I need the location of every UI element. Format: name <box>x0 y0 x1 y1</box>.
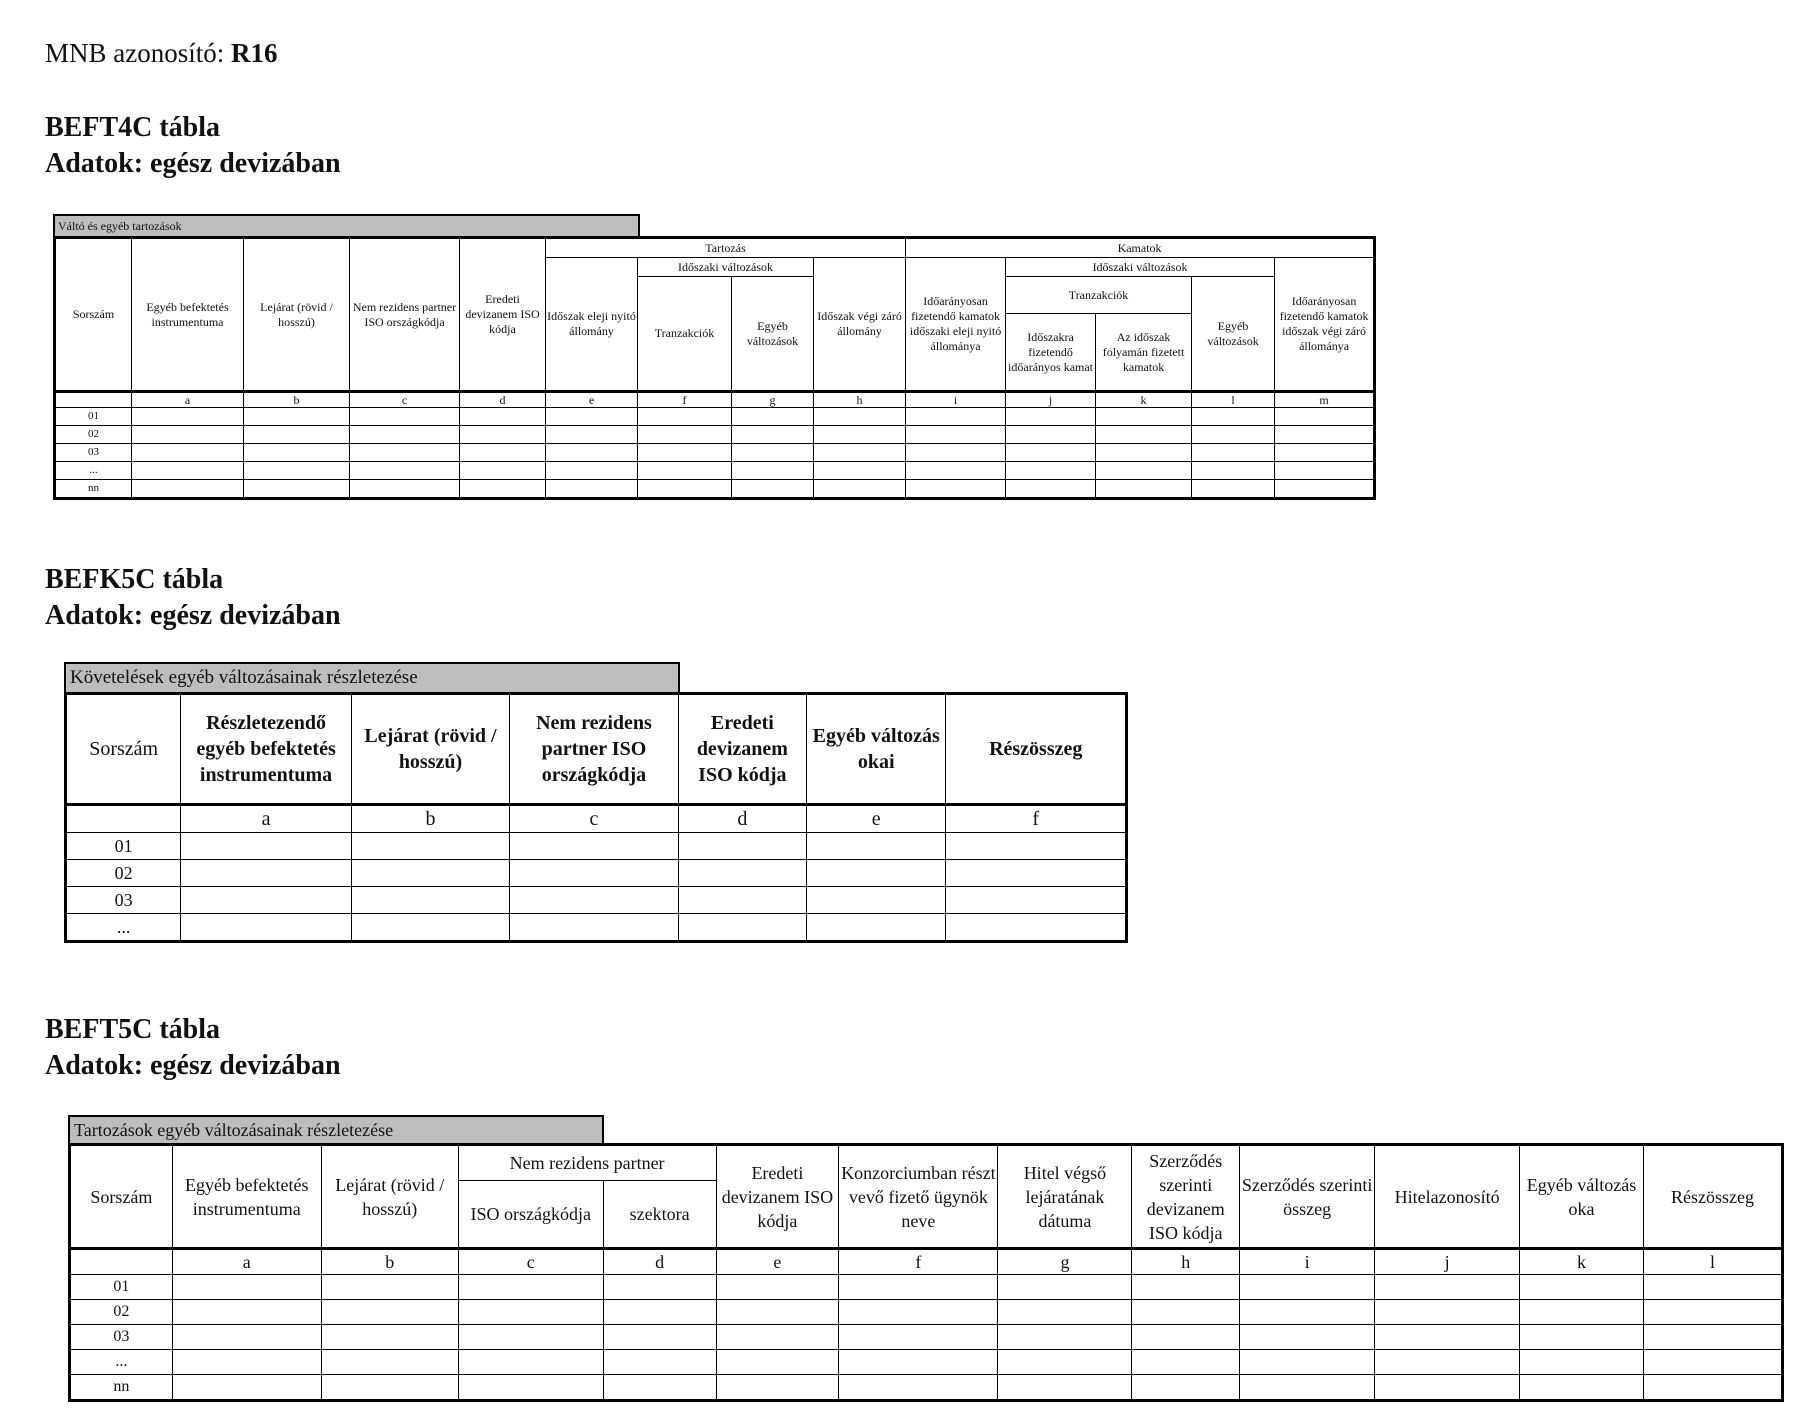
data-cell[interactable] <box>1192 408 1275 426</box>
t1-header-l: Egyéb változások <box>1192 277 1275 392</box>
data-cell[interactable] <box>321 1325 458 1350</box>
row-number: 03 <box>70 1325 173 1350</box>
t3-body <box>70 1275 1783 1401</box>
data-cell[interactable] <box>1006 408 1096 426</box>
data-cell[interactable] <box>946 887 1127 914</box>
t1-header-c: Nem rezidens partner ISO országkódja <box>350 238 460 392</box>
t1-letter-c: c <box>350 392 460 408</box>
data-cell[interactable] <box>172 1375 321 1401</box>
data-cell[interactable] <box>638 408 732 426</box>
data-cell[interactable] <box>638 426 732 444</box>
table-row <box>55 480 1375 499</box>
data-cell[interactable] <box>351 914 509 942</box>
table1-subtitle: Adatok: egész devizában <box>45 148 341 179</box>
t3-header-h: Szerződés szerinti devizanem ISO kódja <box>1132 1145 1240 1249</box>
t1-body <box>55 408 1375 499</box>
data-cell[interactable] <box>458 1350 603 1375</box>
t2-header-f: Részösszeg <box>946 694 1127 805</box>
data-cell[interactable] <box>716 1325 839 1350</box>
t1-letter-l: l <box>1192 392 1275 408</box>
data-cell[interactable] <box>510 860 678 887</box>
data-cell[interactable] <box>1096 408 1192 426</box>
data-cell[interactable] <box>814 426 906 444</box>
t3-letter-k: k <box>1520 1249 1644 1275</box>
table-row <box>70 1275 1783 1300</box>
data-cell[interactable] <box>132 444 244 462</box>
t3-header-k: Egyéb változás oka <box>1520 1145 1644 1249</box>
data-cell[interactable] <box>946 860 1127 887</box>
row-number: 01 <box>70 1275 173 1300</box>
table-row <box>55 462 1375 480</box>
t2-letter-b: b <box>351 805 509 833</box>
data-cell[interactable] <box>1192 426 1275 444</box>
table1-section <box>53 214 1376 500</box>
data-cell[interactable] <box>906 462 1006 480</box>
t1-header-m: Időarányosan fizetendő kamatok időszak végi záró állománya <box>1275 258 1375 392</box>
data-cell[interactable] <box>1240 1350 1375 1375</box>
table-row <box>55 408 1375 426</box>
data-cell[interactable] <box>321 1300 458 1325</box>
t1-header-b: Lejárat (rövid / hosszú) <box>244 238 350 392</box>
data-cell[interactable] <box>1375 1300 1520 1325</box>
data-cell[interactable] <box>839 1275 998 1300</box>
data-cell[interactable] <box>603 1350 716 1375</box>
row-number: nn <box>70 1375 173 1401</box>
table2-title: BEFK5C tábla <box>45 564 224 595</box>
data-cell[interactable] <box>1520 1300 1644 1325</box>
data-cell[interactable] <box>244 480 350 499</box>
data-cell[interactable] <box>1520 1375 1644 1401</box>
data-cell[interactable] <box>181 914 351 942</box>
t3-header-l: Részösszeg <box>1643 1145 1782 1249</box>
data-cell[interactable] <box>321 1375 458 1401</box>
data-cell[interactable] <box>1096 444 1192 462</box>
table-row <box>66 860 1127 887</box>
data-cell[interactable] <box>181 887 351 914</box>
data-cell[interactable] <box>244 444 350 462</box>
data-cell[interactable] <box>172 1300 321 1325</box>
data-cell[interactable] <box>1275 480 1375 499</box>
data-cell[interactable] <box>1643 1275 1782 1300</box>
t1-letter-k: k <box>1096 392 1192 408</box>
t2-letter-d: d <box>678 805 806 833</box>
data-cell[interactable] <box>906 408 1006 426</box>
data-cell[interactable] <box>998 1325 1132 1350</box>
data-cell[interactable] <box>807 833 946 860</box>
table-row <box>70 1375 1783 1401</box>
data-cell[interactable] <box>172 1350 321 1375</box>
t3-header-g: Hitel végső lejáratának dátuma <box>998 1145 1132 1249</box>
t1-header-i: Időarányosan fizetendő kamatok időszaki eleji nyitó állománya <box>906 258 1006 392</box>
data-cell[interactable] <box>351 833 509 860</box>
table3-title: BEFT5C tábla <box>45 1014 221 1045</box>
data-cell[interactable] <box>172 1325 321 1350</box>
t1-header-tartozas: Tartozás <box>546 238 906 258</box>
data-cell[interactable] <box>350 462 460 480</box>
data-cell[interactable] <box>732 444 814 462</box>
data-cell[interactable] <box>732 408 814 426</box>
t1-letter-h: h <box>814 392 906 408</box>
data-cell[interactable] <box>460 462 546 480</box>
data-cell[interactable] <box>716 1275 839 1300</box>
data-cell[interactable] <box>460 444 546 462</box>
data-cell[interactable] <box>678 860 806 887</box>
t2-letter-f: f <box>946 805 1127 833</box>
table2-caption: Követelések egyéb változásainak részletezése <box>64 662 680 692</box>
row-number: 02 <box>55 426 132 444</box>
data-cell[interactable] <box>678 914 806 942</box>
t1-letter-f: f <box>638 392 732 408</box>
mnb-code: R16 <box>231 38 278 68</box>
t1-letter-i: i <box>906 392 1006 408</box>
data-cell[interactable] <box>458 1325 603 1350</box>
t1-header-idoszaki-kamatok: Időszaki változások <box>1006 258 1275 277</box>
t1-letter-blank <box>55 392 132 408</box>
t1-letter-a: a <box>132 392 244 408</box>
t1-header-tranzakciok: Tranzakciók <box>1006 277 1192 314</box>
data-cell[interactable] <box>732 480 814 499</box>
data-cell[interactable] <box>716 1300 839 1325</box>
data-cell[interactable] <box>546 408 638 426</box>
row-number: ... <box>55 462 132 480</box>
data-cell[interactable] <box>1375 1325 1520 1350</box>
data-cell[interactable] <box>1275 408 1375 426</box>
data-cell[interactable] <box>998 1300 1132 1325</box>
t1-header-sorszam: Sorszám <box>55 238 132 392</box>
t1-letter-e: e <box>546 392 638 408</box>
data-cell[interactable] <box>510 833 678 860</box>
data-cell[interactable] <box>1096 426 1192 444</box>
data-cell[interactable] <box>716 1375 839 1401</box>
data-cell[interactable] <box>906 480 1006 499</box>
data-cell[interactable] <box>1375 1275 1520 1300</box>
t3-header-a: Egyéb befektetés instrumentuma <box>172 1145 321 1249</box>
data-cell[interactable] <box>1275 462 1375 480</box>
table1 <box>53 236 1376 500</box>
t3-header-i: Szerződés szerinti összeg <box>1240 1145 1375 1249</box>
data-cell[interactable] <box>510 887 678 914</box>
t3-header-f: Konzorciumban részt vevő fizető ügynök neve <box>839 1145 998 1249</box>
data-cell[interactable] <box>678 887 806 914</box>
data-cell[interactable] <box>458 1300 603 1325</box>
table1-title: BEFT4C tábla <box>45 112 221 143</box>
data-cell[interactable] <box>814 408 906 426</box>
table3-caption: Tartozások egyéb változásainak részletezése <box>68 1115 604 1143</box>
data-cell[interactable] <box>460 426 546 444</box>
t3-letter-blank <box>70 1249 173 1275</box>
data-cell[interactable] <box>603 1325 716 1350</box>
data-cell[interactable] <box>321 1350 458 1375</box>
t3-letter-a: a <box>172 1249 321 1275</box>
data-cell[interactable] <box>814 444 906 462</box>
t3-header-partner: Nem rezidens partner <box>458 1145 716 1181</box>
data-cell[interactable] <box>1643 1375 1782 1401</box>
data-cell[interactable] <box>1132 1300 1240 1325</box>
data-cell[interactable] <box>1006 480 1096 499</box>
t3-letter-h: h <box>1132 1249 1240 1275</box>
data-cell[interactable] <box>244 462 350 480</box>
row-number: ... <box>66 914 181 942</box>
t3-letter-e: e <box>716 1249 839 1275</box>
data-cell[interactable] <box>807 887 946 914</box>
t1-letter-b: b <box>244 392 350 408</box>
table-row <box>70 1325 1783 1350</box>
row-number: 02 <box>66 860 181 887</box>
data-cell[interactable] <box>350 444 460 462</box>
data-cell[interactable] <box>638 480 732 499</box>
t3-letter-i: i <box>1240 1249 1375 1275</box>
table-row <box>66 887 1127 914</box>
t3-letter-f: f <box>839 1249 998 1275</box>
t3-header-e: Eredeti devizanem ISO kódja <box>716 1145 839 1249</box>
data-cell[interactable] <box>1643 1300 1782 1325</box>
data-cell[interactable] <box>946 833 1127 860</box>
row-number: ... <box>70 1350 173 1375</box>
t1-header-f: Tranzakciók <box>638 277 732 392</box>
t1-header-k: Az időszak folyamán fizetett kamatok <box>1096 314 1192 392</box>
table-row <box>66 914 1127 942</box>
data-cell[interactable] <box>1006 462 1096 480</box>
data-cell[interactable] <box>678 833 806 860</box>
data-cell[interactable] <box>1240 1375 1375 1401</box>
row-number: 01 <box>66 833 181 860</box>
t3-letter-j: j <box>1375 1249 1520 1275</box>
t2-letter-e: e <box>807 805 946 833</box>
t3-letter-d: d <box>603 1249 716 1275</box>
data-cell[interactable] <box>1132 1375 1240 1401</box>
data-cell[interactable] <box>350 480 460 499</box>
data-cell[interactable] <box>1643 1350 1782 1375</box>
t3-header-j: Hitelazonosító <box>1375 1145 1520 1249</box>
data-cell[interactable] <box>132 462 244 480</box>
data-cell[interactable] <box>1192 462 1275 480</box>
data-cell[interactable] <box>1006 426 1096 444</box>
data-cell[interactable] <box>998 1275 1132 1300</box>
table2-subtitle: Adatok: egész devizában <box>45 600 341 631</box>
table3-section <box>68 1115 1784 1402</box>
data-cell[interactable] <box>1275 426 1375 444</box>
data-cell[interactable] <box>839 1350 998 1375</box>
data-cell[interactable] <box>350 426 460 444</box>
data-cell[interactable] <box>1192 444 1275 462</box>
t2-header-c: Nem rezidens partner ISO országkódja <box>510 694 678 805</box>
data-cell[interactable] <box>1096 480 1192 499</box>
t3-header-c: ISO országkódja <box>458 1181 603 1249</box>
data-cell[interactable] <box>998 1375 1132 1401</box>
t1-header-g: Egyéb változások <box>732 277 814 392</box>
t1-letter-d: d <box>460 392 546 408</box>
t1-header-d: Eredeti devizanem ISO kódja <box>460 238 546 392</box>
t3-letter-c: c <box>458 1249 603 1275</box>
data-cell[interactable] <box>946 914 1127 942</box>
data-cell[interactable] <box>321 1275 458 1300</box>
data-cell[interactable] <box>1520 1325 1644 1350</box>
data-cell[interactable] <box>603 1375 716 1401</box>
data-cell[interactable] <box>546 444 638 462</box>
t2-header-e: Egyéb változás okai <box>807 694 946 805</box>
data-cell[interactable] <box>906 444 1006 462</box>
t1-header-kamatok: Kamatok <box>906 238 1375 258</box>
t3-letter-g: g <box>998 1249 1132 1275</box>
data-cell[interactable] <box>458 1375 603 1401</box>
t2-header-sorszam: Sorszám <box>66 694 181 805</box>
data-cell[interactable] <box>458 1275 603 1300</box>
data-cell[interactable] <box>807 914 946 942</box>
table-row <box>66 833 1127 860</box>
data-cell[interactable] <box>839 1325 998 1350</box>
data-cell[interactable] <box>814 462 906 480</box>
t1-header-e: Időszak eleji nyitó állomány <box>546 258 638 392</box>
data-cell[interactable] <box>1240 1300 1375 1325</box>
mnb-identifier <box>45 38 278 69</box>
table-row <box>70 1300 1783 1325</box>
data-cell[interactable] <box>546 426 638 444</box>
t1-letter-g: g <box>732 392 814 408</box>
row-number: 03 <box>66 887 181 914</box>
data-cell[interactable] <box>132 426 244 444</box>
data-cell[interactable] <box>181 860 351 887</box>
table1-caption: Váltó és egyéb tartozások <box>53 214 640 236</box>
row-number: 02 <box>70 1300 173 1325</box>
data-cell[interactable] <box>510 914 678 942</box>
data-cell[interactable] <box>1520 1275 1644 1300</box>
data-cell[interactable] <box>807 860 946 887</box>
t3-header-sorszam: Sorszám <box>70 1145 173 1249</box>
table3 <box>68 1143 1784 1402</box>
data-cell[interactable] <box>839 1300 998 1325</box>
row-number: nn <box>55 480 132 499</box>
t3-header-b: Lejárat (rövid / hosszú) <box>321 1145 458 1249</box>
data-cell[interactable] <box>1132 1325 1240 1350</box>
data-cell[interactable] <box>351 860 509 887</box>
data-cell[interactable] <box>1192 480 1275 499</box>
data-cell[interactable] <box>814 480 906 499</box>
data-cell[interactable] <box>1132 1275 1240 1300</box>
data-cell[interactable] <box>638 444 732 462</box>
t2-header-a: Részletezendő egyéb befektetés instrumentuma <box>181 694 351 805</box>
row-number: 01 <box>55 408 132 426</box>
t2-body <box>66 833 1127 942</box>
data-cell[interactable] <box>1643 1325 1782 1350</box>
data-cell[interactable] <box>839 1375 998 1401</box>
t1-header-idoszaki-tartozas: Időszaki változások <box>638 258 814 277</box>
data-cell[interactable] <box>244 408 350 426</box>
table2 <box>64 692 1128 943</box>
data-cell[interactable] <box>460 480 546 499</box>
data-cell[interactable] <box>181 833 351 860</box>
t2-letter-a: a <box>181 805 351 833</box>
data-cell[interactable] <box>1275 444 1375 462</box>
table-row <box>70 1350 1783 1375</box>
data-cell[interactable] <box>732 462 814 480</box>
t2-header-d: Eredeti devizanem ISO kódja <box>678 694 806 805</box>
data-cell[interactable] <box>546 462 638 480</box>
data-cell[interactable] <box>132 480 244 499</box>
t1-header-h: Időszak végi záró állomány <box>814 258 906 392</box>
data-cell[interactable] <box>1132 1350 1240 1375</box>
data-cell[interactable] <box>638 462 732 480</box>
data-cell[interactable] <box>351 887 509 914</box>
t3-letter-b: b <box>321 1249 458 1275</box>
data-cell[interactable] <box>998 1350 1132 1375</box>
data-cell[interactable] <box>460 408 546 426</box>
t1-letter-j: j <box>1006 392 1096 408</box>
t2-header-b: Lejárat (rövid / hosszú) <box>351 694 509 805</box>
table3-subtitle: Adatok: egész devizában <box>45 1050 341 1081</box>
data-cell[interactable] <box>1240 1325 1375 1350</box>
t2-letter-c: c <box>510 805 678 833</box>
data-cell[interactable] <box>1096 462 1192 480</box>
table2-section <box>64 662 1128 943</box>
data-cell[interactable] <box>1240 1275 1375 1300</box>
t1-header-j: Időszakra fizetendő időarányos kamat <box>1006 314 1096 392</box>
table-row <box>55 444 1375 462</box>
t3-letter-l: l <box>1643 1249 1782 1275</box>
data-cell[interactable] <box>244 426 350 444</box>
row-number: 03 <box>55 444 132 462</box>
data-cell[interactable] <box>1520 1350 1644 1375</box>
data-cell[interactable] <box>716 1350 839 1375</box>
t3-header-d: szektora <box>603 1181 716 1249</box>
data-cell[interactable] <box>132 408 244 426</box>
data-cell[interactable] <box>1375 1375 1520 1401</box>
data-cell[interactable] <box>1006 444 1096 462</box>
data-cell[interactable] <box>546 480 638 499</box>
data-cell[interactable] <box>350 408 460 426</box>
data-cell[interactable] <box>906 426 1006 444</box>
mnb-label: MNB azonosító: <box>45 38 225 68</box>
data-cell[interactable] <box>1375 1350 1520 1375</box>
data-cell[interactable] <box>732 426 814 444</box>
data-cell[interactable] <box>172 1275 321 1300</box>
t2-letter-blank <box>66 805 181 833</box>
table-row <box>55 426 1375 444</box>
t1-letter-m: m <box>1275 392 1375 408</box>
data-cell[interactable] <box>603 1275 716 1300</box>
data-cell[interactable] <box>603 1300 716 1325</box>
t1-header-a: Egyéb befektetés instrumentuma <box>132 238 244 392</box>
